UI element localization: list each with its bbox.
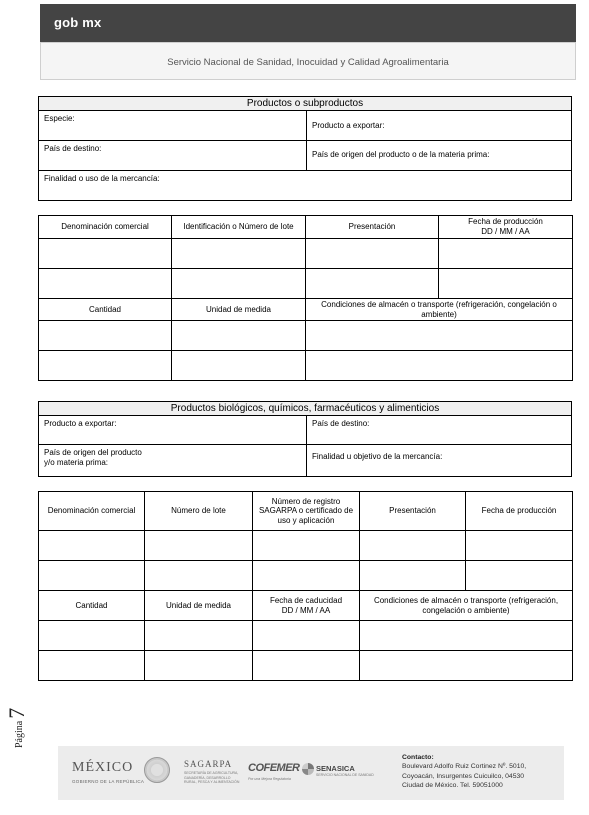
- header-condiciones: Condiciones de almacén o transporte (refrigeración, congelación o ambiente): [360, 591, 573, 621]
- mexico-subtitle: GOBIERNO DE LA REPÚBLICA: [72, 779, 145, 784]
- national-seal-icon: [144, 757, 170, 783]
- header-cantidad: Cantidad: [39, 299, 172, 321]
- section-title: Productos biológicos, químicos, farmacéuticos y alimenticios: [39, 402, 571, 416]
- table-cell[interactable]: [39, 351, 172, 381]
- contact-line: Ciudad de México. Tel. 59051000: [402, 782, 503, 790]
- table-cell[interactable]: [253, 651, 360, 681]
- senasica-icon: [302, 763, 314, 775]
- table-cell[interactable]: [306, 239, 439, 269]
- sagarpa-subtitle: SECRETARÍA DE AGRICULTURA, GANADERÍA, DESARROLLO RURAL, PESCA Y ALIMENTACIÓN: [184, 771, 240, 785]
- pais-destino-field[interactable]: País de destino:: [44, 144, 102, 153]
- header-unidad-medida: Unidad de medida: [172, 299, 306, 321]
- agency-bar: [40, 42, 576, 80]
- table-cell[interactable]: [253, 621, 360, 651]
- table-cell[interactable]: [172, 321, 306, 351]
- header-registro: Número de registro SAGARPA o certificado de uso y aplicación: [253, 492, 360, 531]
- section-title: Productos o subproductos: [39, 97, 571, 111]
- page-number: Página7: [4, 707, 29, 748]
- table-cell[interactable]: [145, 621, 253, 651]
- pais-origen-field[interactable]: País de origen del producto y/o materia prima:: [44, 448, 142, 467]
- table-cell[interactable]: [145, 651, 253, 681]
- contact-title: Contacto:: [402, 754, 434, 761]
- header-presentacion: Presentación: [306, 216, 439, 239]
- especie-field[interactable]: Especie:: [44, 114, 75, 123]
- header-fecha-caducidad: Fecha de caducidad DD / MM / AA: [253, 591, 360, 621]
- biological-products-table: [38, 491, 573, 681]
- table-cell[interactable]: [306, 351, 573, 381]
- table-cell[interactable]: [39, 321, 172, 351]
- finalidad-field[interactable]: Finalidad u objetivo de la mercancía:: [306, 445, 571, 476]
- table-cell[interactable]: [39, 531, 145, 561]
- producto-exportar-field[interactable]: Producto a exportar:: [44, 419, 117, 428]
- header-condiciones: Condiciones de almacén o transporte (refrigeración, congelación o ambiente): [306, 299, 573, 321]
- mexico-logo: MÉXICO: [72, 760, 134, 775]
- brand-logo: gob mx: [54, 15, 102, 30]
- header-denominacion: Denominación comercial: [39, 492, 145, 531]
- senasica-subtitle: SERVICIO NACIONAL DE SANIDAD: [316, 773, 374, 777]
- table-cell[interactable]: [172, 351, 306, 381]
- header-denominacion: Denominación comercial: [39, 216, 172, 239]
- table-cell[interactable]: [306, 269, 439, 299]
- table-cell[interactable]: [439, 269, 573, 299]
- table-cell[interactable]: [39, 621, 145, 651]
- agency-name: Servicio Nacional de Sanidad, Inocuidad y Calidad Agroalimentaria: [167, 57, 449, 68]
- table-cell[interactable]: [39, 269, 172, 299]
- header-bar: [40, 4, 576, 42]
- table-cell[interactable]: [306, 321, 573, 351]
- table-cell[interactable]: [439, 239, 573, 269]
- table-cell[interactable]: [253, 531, 360, 561]
- table-cell[interactable]: [145, 531, 253, 561]
- table-cell[interactable]: [466, 561, 573, 591]
- table-cell[interactable]: [172, 269, 306, 299]
- pais-destino-field[interactable]: País de destino:: [306, 416, 571, 444]
- table-cell[interactable]: [145, 561, 253, 591]
- table-cell[interactable]: [39, 239, 172, 269]
- table-cell[interactable]: [39, 651, 145, 681]
- header-fecha-produccion: Fecha de producción: [466, 492, 573, 531]
- finalidad-field[interactable]: Finalidad o uso de la mercancía:: [44, 174, 160, 183]
- sagarpa-logo: SAGARPA: [184, 759, 233, 769]
- table-cell[interactable]: [360, 651, 573, 681]
- pais-origen-field[interactable]: País de origen del producto o de la materia prima:: [306, 141, 571, 170]
- header-identificacion: Identificación o Número de lote: [172, 216, 306, 239]
- contact-line: Boulevard Adolfo Ruiz Cortinez Nº. 5010,: [402, 763, 527, 771]
- cofemer-subtitle: Por una Mejora Regulatoria: [248, 777, 291, 781]
- table-cell[interactable]: [360, 621, 573, 651]
- contact-line: Coyoacán, Insurgentes Cuicuilco, 04530: [402, 772, 525, 780]
- table-cell[interactable]: [360, 561, 466, 591]
- products-table: [38, 215, 573, 381]
- senasica-logo: SENASICA: [316, 764, 355, 773]
- header-presentacion: Presentación: [360, 492, 466, 531]
- cofemer-logo: COFEMER: [248, 762, 300, 774]
- section-productos-subproductos: [38, 96, 572, 201]
- header-cantidad: Cantidad: [39, 591, 145, 621]
- footer-banner: [58, 746, 564, 800]
- header-fecha-produccion: Fecha de producción DD / MM / AA: [439, 216, 573, 239]
- contact-info: [402, 753, 526, 791]
- table-cell[interactable]: [172, 239, 306, 269]
- table-cell[interactable]: [253, 561, 360, 591]
- table-cell[interactable]: [360, 531, 466, 561]
- header-numero-lote: Número de lote: [145, 492, 253, 531]
- table-cell[interactable]: [39, 561, 145, 591]
- section-productos-biologicos: [38, 401, 572, 477]
- header-unidad-medida: Unidad de medida: [145, 591, 253, 621]
- producto-exportar-field[interactable]: Producto a exportar:: [306, 111, 571, 140]
- table-cell[interactable]: [466, 531, 573, 561]
